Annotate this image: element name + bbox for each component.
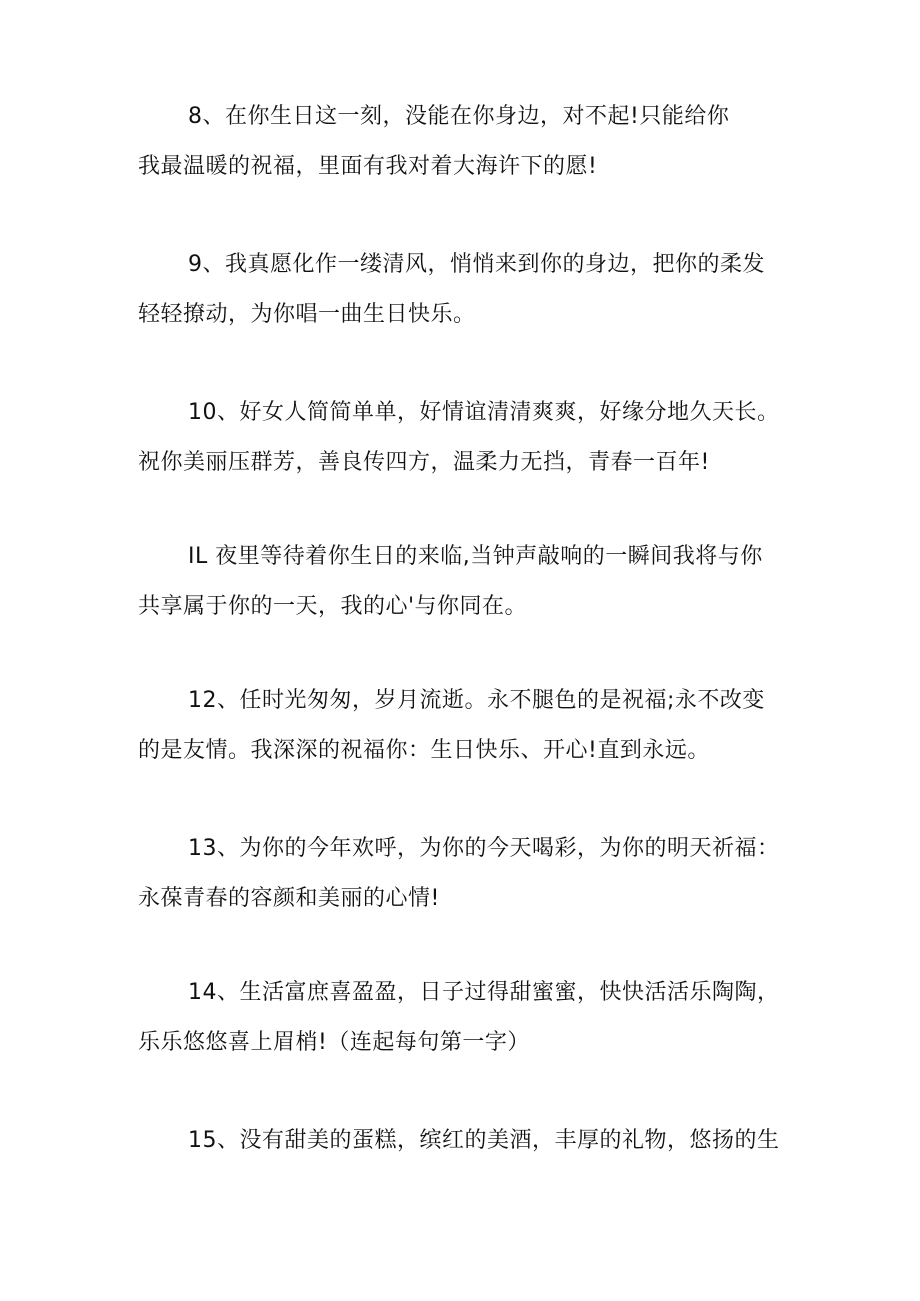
paragraph-line: 的是友情。我深深的祝福你：生日快乐、开心!直到永远。 (138, 738, 710, 763)
paragraph-line: 8、在你生日这一刻，没能在你身边，对不起!只能给你 (188, 104, 730, 129)
paragraph-line: 我最温暖的祝福，里面有我对着大海许下的愿! (138, 154, 598, 179)
paragraph-13 (138, 824, 798, 924)
paragraph-line: 9、我真愿化作一缕清风，悄悄来到你的身边，把你的柔发 (188, 252, 765, 277)
paragraph-10 (138, 388, 798, 488)
paragraph-11 (138, 532, 798, 632)
paragraph-9 (138, 240, 798, 340)
paragraph-8 (138, 92, 798, 192)
paragraph-line: 14、生活富庶喜盈盈，日子过得甜蜜蜜，快快活活乐陶陶， (188, 980, 780, 1005)
paragraph-line: 永葆青春的容颜和美丽的心情! (138, 886, 440, 911)
paragraph-12 (138, 676, 798, 776)
paragraph-15 (138, 1116, 798, 1166)
paragraph-line: 轻轻撩动，为你唱一曲生日快乐。 (138, 302, 476, 327)
paragraph-line: 12、任时光匆匆，岁月流逝。永不腿色的是祝福;永不改变 (188, 688, 765, 713)
paragraph-line: 祝你美丽压群芳，善良传四方，温柔力无挡，青春一百年! (138, 450, 710, 475)
paragraph-line: 共享属于你的一天，我的心'与你同在。 (138, 594, 528, 619)
paragraph-line: 乐乐悠悠喜上眉梢!（连起每句第一字） (138, 1030, 530, 1055)
paragraph-line: 13、为你的今年欢呼，为你的今天喝彩，为你的明天祈福： (188, 836, 780, 861)
paragraph-14 (138, 968, 798, 1068)
paragraph-line: IL 夜里等待着你生日的来临,当钟声敲响的一瞬间我将与你 (188, 544, 763, 569)
paragraph-line: 15、没有甜美的蛋糕，缤红的美酒，丰厚的礼物，悠扬的生 (188, 1128, 780, 1153)
paragraph-line: 10、好女人简简单单，好情谊清清爽爽，好缘分地久天长。 (188, 400, 780, 425)
